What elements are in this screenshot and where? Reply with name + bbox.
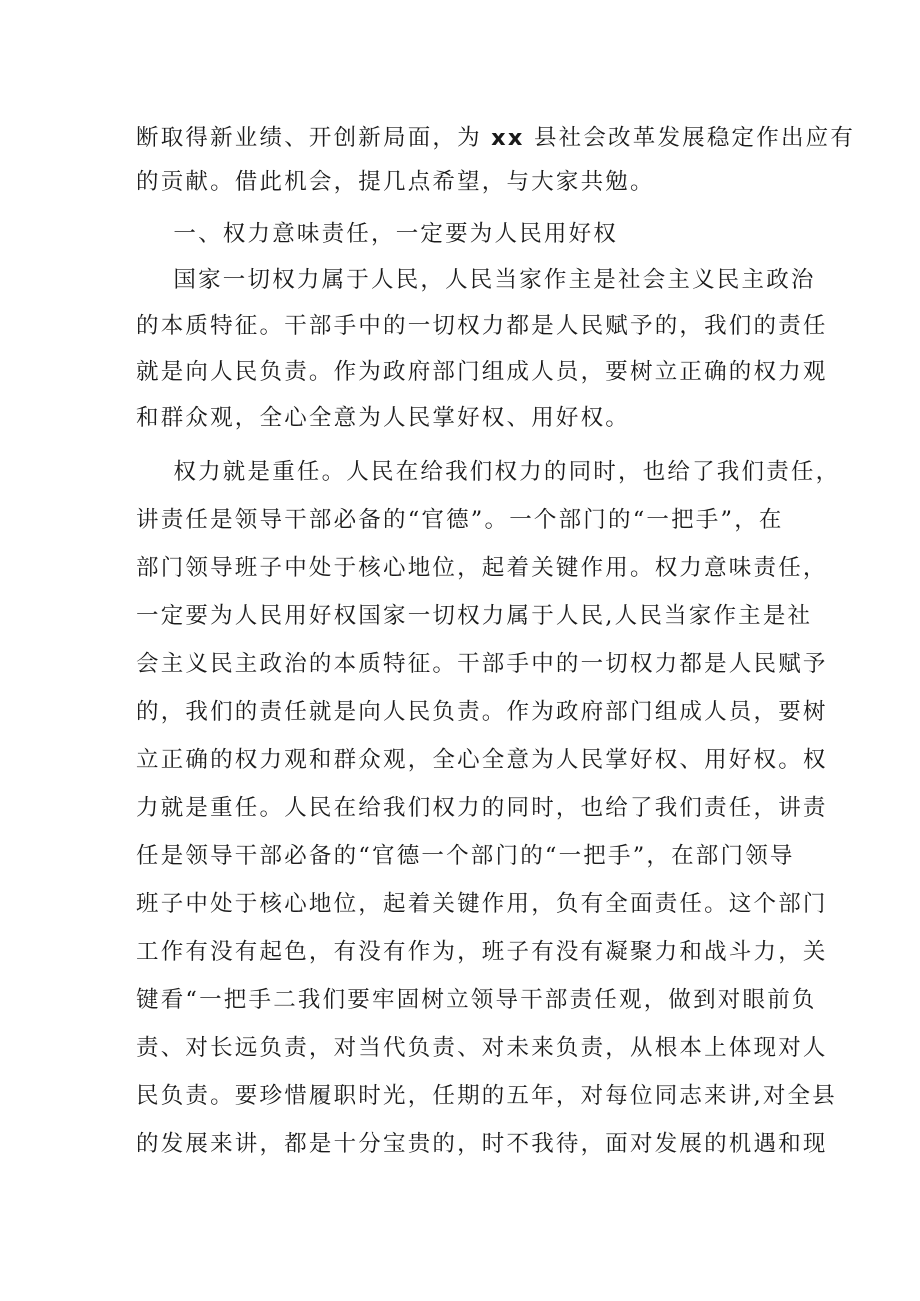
text-line-13: 的，我们的责任就是向人民负责。作为政府部门组成人员，要树 — [136, 699, 828, 725]
line-1-post: 县社会改革发展稳定作出应有 — [524, 125, 856, 151]
text-line-6: 就是向人民负责。作为政府部门组成人员，要树立正确的权力观 — [136, 359, 828, 385]
text-line-1 — [136, 116, 855, 160]
text-line-9: 讲责任是领导干部必备的“官德”。一个部门的“一把手”，在 — [136, 507, 784, 533]
text-line-11: 一定要为人民用好权国家一切权力属于人民,人民当家作主是社 — [136, 603, 813, 629]
text-line-14: 立正确的权力观和群众观，全心全意为人民掌好权、用好权。权 — [136, 747, 828, 773]
text-line-7: 和群众观，全心全意为人民掌好权、用好权。 — [136, 405, 631, 431]
text-line-5: 的本质特征。干部手中的一切权力都是人民赋予的，我们的责任 — [136, 313, 828, 339]
text-line-2: 的贡献。借此机会，提几点希望，与大家共勉。 — [136, 169, 655, 195]
text-line-10: 部门领导班子中处于核心地位，起着关键作用。权力意味责任， — [136, 555, 828, 581]
text-line-16: 任是领导干部必备的“官德一个部门的“一把手”，在部门领导 — [136, 843, 795, 869]
text-line-12: 会主义民主政治的本质特征。干部手中的一切权力都是人民赋予 — [136, 651, 828, 677]
text-line-20: 责、对长远负责，对当代负责、对未来负责，从根本上体现对人 — [136, 1035, 828, 1061]
text-line-18: 工作有没有起色，有没有作为，班子有没有凝聚力和战斗力，关 — [136, 939, 828, 965]
text-line-17: 班子中处于核心地位，起着关键作用，负有全面责任。这个部门 — [136, 891, 828, 917]
text-line-19: 键看“一把手二我们要牢固树立领导干部责任观，做到对眼前负 — [136, 987, 817, 1013]
text-line-4: 国家一切权力属于人民，人民当家作主是社会主义民主政治 — [136, 267, 816, 293]
text-line-22: 的发展来讲，都是十分宝贵的，时不我待，面对发展的机遇和现 — [136, 1131, 828, 1157]
section-heading: 一、权力意味责任，一定要为人民用好权 — [136, 221, 619, 247]
text-line-15: 力就是重任。人民在给我们权力的同时，也给了我们责任，讲责 — [136, 795, 828, 821]
text-line-8: 权力就是重任。人民在给我们权力的同时，也给了我们责任， — [136, 459, 841, 485]
line-1-bold: xx — [491, 125, 525, 151]
line-1-pre: 断取得新业绩、开创新局面，为 — [136, 125, 492, 151]
text-line-21: 民负责。要珍惜履职时光，任期的五年，对每位同志来讲,对全县 — [136, 1083, 837, 1109]
